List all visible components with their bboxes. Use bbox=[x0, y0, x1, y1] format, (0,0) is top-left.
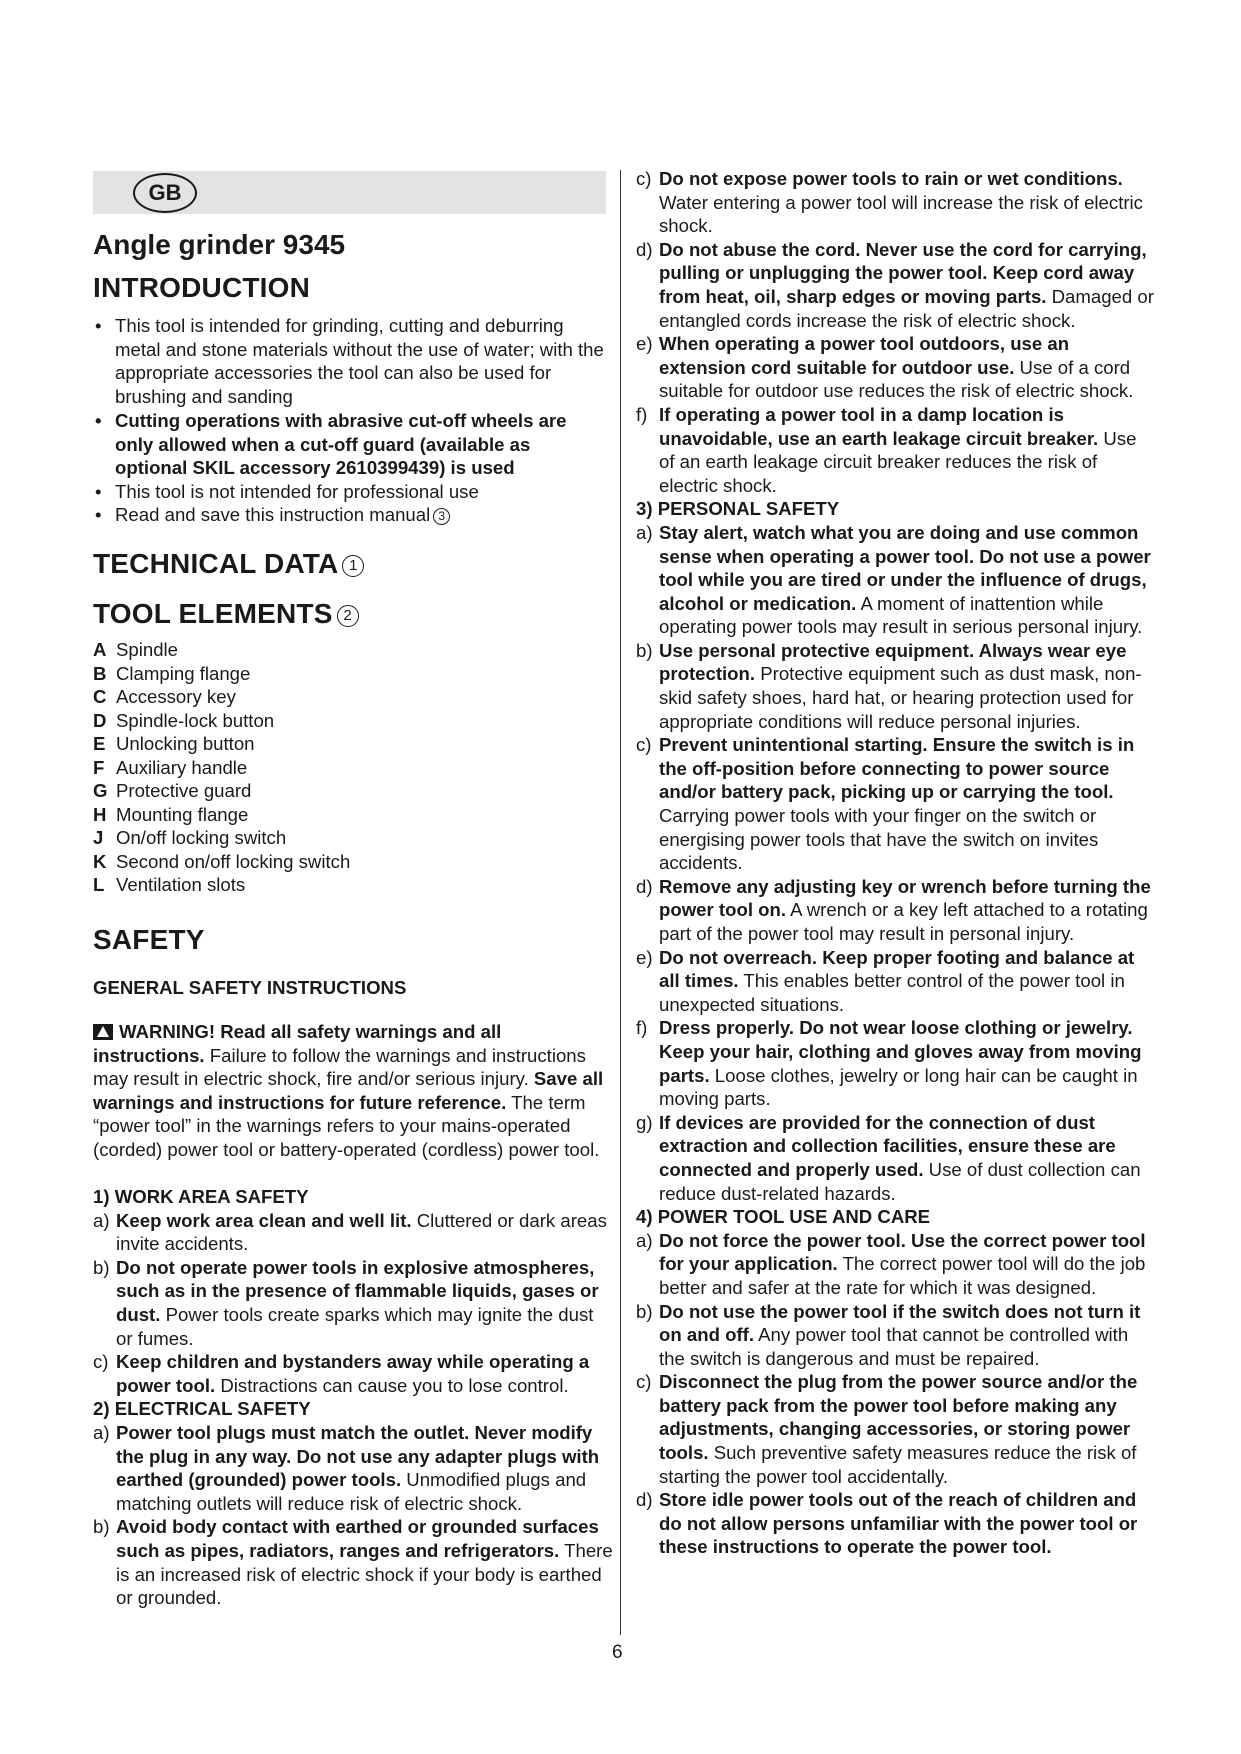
tool-element: B Clamping flange bbox=[93, 662, 251, 684]
intro-bullets bbox=[93, 314, 605, 527]
intro-heading: INTRODUCTION bbox=[93, 272, 311, 303]
general-safety-heading: GENERAL SAFETY INSTRUCTIONS bbox=[93, 977, 407, 998]
safety-heading: SAFETY bbox=[93, 924, 205, 955]
tool-element: F Auxiliary handle bbox=[93, 756, 248, 778]
safety-item: c) Keep children and bystanders away while operating a power tool. Distractions can cause you to lose control. bbox=[93, 1351, 590, 1396]
safety-item: a) Power tool plugs must match the outlet. Never modify the plug in any way. Do not use any adapter plugs with earthed (grounded) power tools. Unmodified plugs and matching outlets will reduce risk of electric shock. bbox=[93, 1421, 600, 1514]
safety-item: e) When operating a power tool outdoors, use an extension cord suitable for outdoor use. Use of a cord suitable for outdoor use reduces the risk of electric shock. bbox=[636, 333, 1134, 402]
right-safety-lists bbox=[636, 167, 1156, 1559]
tool-element: C Accessory key bbox=[93, 686, 236, 707]
intro-bullet: • This tool is intended for grinding, cutting and deburring metal and stone materials without the use of water; with the appropriate accessories the tool can also be used for brushing and sanding bbox=[95, 315, 604, 407]
safety-item: d) Remove any adjusting key or wrench before turning the power tool on. A wrench or a key left attached to a rotating part of the power tool may result in personal injury. bbox=[636, 875, 1151, 944]
safety-item: c) Disconnect the plug from the power source and/or the battery pack from the power tool before making any adjustments, changing accessories, or storing power tools. Such preventive safety measures reduce the risk of starting the power tool accidentally. bbox=[636, 1371, 1138, 1487]
language-badge: GB bbox=[133, 173, 197, 213]
personal-safety-heading: 3) PERSONAL SAFETY bbox=[636, 498, 840, 520]
column-divider bbox=[620, 170, 621, 1635]
document-title: Angle grinder 9345 bbox=[93, 229, 346, 260]
safety-item: a) Keep work area clean and well lit. Cluttered or dark areas invite accidents. bbox=[93, 1209, 607, 1255]
tool-element: J On/off locking switch bbox=[93, 827, 287, 848]
language-header-bar bbox=[93, 171, 606, 214]
tool-element: K Second on/off locking switch bbox=[93, 850, 351, 872]
left-safety-lists bbox=[93, 1185, 613, 1610]
safety-item: f) Dress properly. Do not wear loose clothing or jewelry. Keep your hair, clothing and gloves away from moving parts. Loose clothes, jewelry or long hair can be caught in moving parts. bbox=[636, 1017, 1142, 1110]
page-number: 6 bbox=[612, 1642, 623, 1663]
figure-ref-3: 3 bbox=[433, 508, 450, 525]
electrical-safety-heading: 2) ELECTRICAL SAFETY bbox=[93, 1398, 311, 1420]
tool-element: A Spindle bbox=[93, 639, 179, 660]
safety-item: e) Do not overreach. Keep proper footing and balance at all times. This enables better control of the power tool in unexpected situations. bbox=[636, 946, 1135, 1015]
safety-item: b) Do not operate power tools in explosive atmospheres, such as in the presence of flammable liquids, gases or dust. Power tools create sparks which may ignite the dust or fumes. bbox=[93, 1256, 599, 1349]
safety-item: b) Avoid body contact with earthed or grounded surfaces such as pipes, radiators, ranges and refrigerators. There is an increased risk of electric shock if your body is earthed or grounded. bbox=[93, 1516, 613, 1609]
figure-ref-2: 2 bbox=[337, 605, 359, 627]
tool-use-heading: 4) POWER TOOL USE AND CARE bbox=[636, 1206, 931, 1228]
safety-item: a) Do not force the power tool. Use the correct power tool for your application. The correct power tool will do the job better and safer at the rate for which it was designed. bbox=[636, 1229, 1146, 1298]
safety-item: a) Stay alert, watch what you are doing and use common sense when operating a power tool. Do not use a power tool while you are tired or under the influence of drugs, alcohol or medication. A moment of inattention while operating power tools may result in serious personal injury. bbox=[636, 521, 1151, 638]
safety-item: d) Do not abuse the cord. Never use the cord for carrying, pulling or unplugging the power tool. Keep cord away from heat, oil, sharp edges or moving parts. Damaged or entangled cords increase the risk of electric shock. bbox=[636, 238, 1154, 331]
warning-icon bbox=[93, 1024, 113, 1040]
technical-data-heading: TECHNICAL DATA 1 bbox=[93, 548, 364, 580]
safety-item: c) Prevent unintentional starting. Ensure the switch is in the off-position before connecting to power source and/or battery pack, picking up or carrying the tool. Carrying power tools with your finger on the switch or energising power tools that have the switch on invites accidents. bbox=[636, 734, 1135, 874]
safety-item: d) Store idle power tools out of the reach of children and do not allow persons unfamiliar with the power tool or these instructions to operate the power tool. bbox=[636, 1489, 1138, 1558]
safety-item: b) Use personal protective equipment. Always wear eye protection. Protective equipment such as dust mask, non-skid safety shoes, hard hat, or hearing protection used for appropriate conditions will reduce personal injuries. bbox=[636, 639, 1142, 732]
work-area-heading: 1) WORK AREA SAFETY bbox=[93, 1186, 309, 1207]
warning-paragraph: WARNING! Read all safety warnings and all instructions. Failure to follow the warnings and instructions may result in electric shock, fire and/or serious injury. Save all warnings and instructions for future reference. The term “power tool” in the warnings refers to your mains-operated (corded) power tool or battery-operated (cordless) power tool. bbox=[93, 1021, 604, 1160]
safety-item: f) If operating a power tool in a damp location is unavoidable, use an earth leakage circuit breaker. Use of an earth leakage circuit breaker reduces the risk of electric shock. bbox=[636, 403, 1137, 496]
tool-elements-list bbox=[93, 638, 513, 897]
intro-bullet: • Cutting operations with abrasive cut-off wheels are only allowed when a cut-off guard (available as optional SKIL accessory 2610399439) is used bbox=[95, 410, 567, 478]
tool-element: L Ventilation slots bbox=[93, 874, 246, 895]
tool-element: D Spindle-lock button bbox=[93, 709, 275, 731]
tool-element: E Unlocking button bbox=[93, 733, 255, 754]
safety-item: b) Do not use the power tool if the switch does not turn it on and off. Any power tool that cannot be controlled with the switch is dangerous and must be repaired. bbox=[636, 1300, 1141, 1369]
intro-bullet: • This tool is not intended for professional use bbox=[95, 480, 479, 502]
tool-element: H Mounting flange bbox=[93, 803, 249, 825]
intro-bullet: • Read and save this instruction manual 3 bbox=[93, 503, 605, 527]
safety-item: g) If devices are provided for the connection of dust extraction and collection facilities, ensure these are connected and properly used. Use of dust collection can reduce dust-related hazards. bbox=[636, 1111, 1141, 1204]
safety-item: c) Do not expose power tools to rain or wet conditions. Water entering a power tool will increase the risk of electric shock. bbox=[636, 168, 1143, 237]
tool-elements-heading: TOOL ELEMENTS 2 bbox=[93, 598, 359, 630]
figure-ref-1: 1 bbox=[342, 555, 364, 577]
tool-element: G Protective guard bbox=[93, 780, 252, 801]
